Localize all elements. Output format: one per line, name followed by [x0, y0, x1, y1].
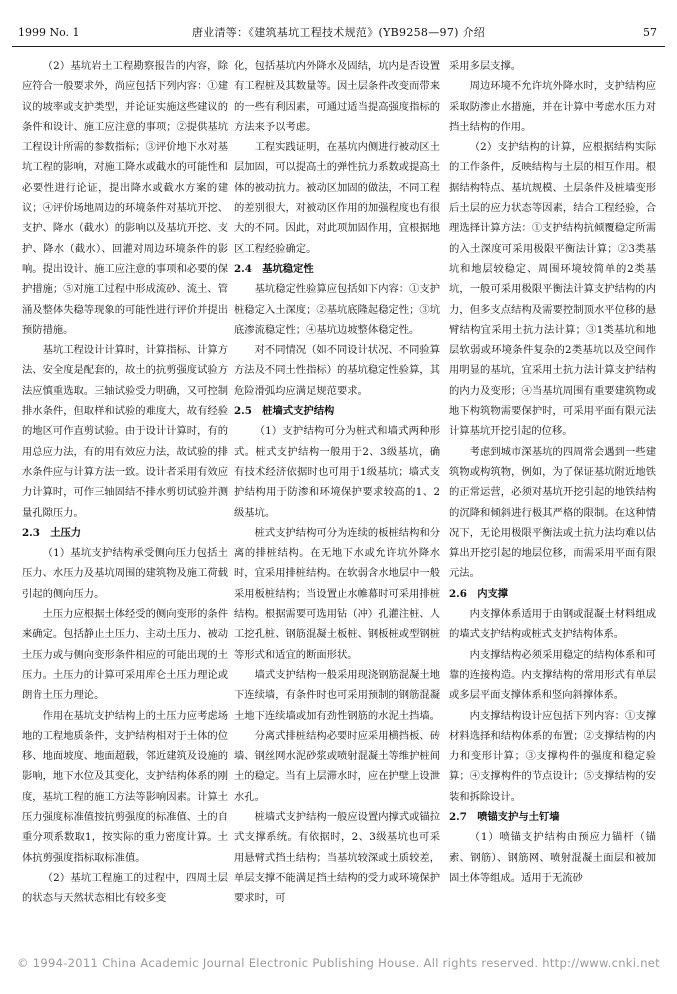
paragraph: 工程实践证明，在基坑内侧进行被动区土层加固，可以提高土的弹性抗力系数或提高土体的被动抗力。被动区加固的做法，不同工程的差别很大，对被动区作用的加强程度也有很大的不同。因此，对此项加固作用，宜根据地区工程经验确定。 [234, 141, 440, 255]
paragraph: 土压力应根据土体经受的侧向变形的条件来确定。包括静止土压力、主动土压力、被动土压力或与侧向变形条件相应的可能出现的土压力。土压力的计算可采用库仑土压力理论或朗肯土压力理论。 [22, 608, 228, 702]
paragraph: 周边环境不允许坑外降水时，支护结构应采取防渗止水措施，并在计算中考虑水压力对挡土结构的作用。 [449, 80, 656, 133]
paragraph: （2）基坑岩土工程勘察报告的内容，除应符合一般要求外，尚应包括下列内容：①建议的坡率或支护类型，并论证实施这些建议的条件和设计、施工应注意的事项；②提供基坑工程设计所需的参数指标；③评价地下水对基坑工程的影响，对施工降水或截水的可能性和必要性进行论证，提出降水或截水方案的建议；④评价场地周边的环境条件对基坑开挖、支护、降水（截水）的影响以及基坑开挖、支护、降水（截水）、回灌对周边环境条件的影响。提出设计、施工应注意的事项和必要的保护措施；⑤对施工过程中形成流砂、流土、管涌及整体失稳等现象的可能性进行评价并提出预防措施。 [22, 60, 228, 336]
paragraph: （1）喷锚支护结构由预应力锚杆（锚索、钢筋）、钢筋网、喷射混凝土面层和被加固土体等组成。适用于无流砂 [449, 831, 656, 884]
column-middle [234, 56, 440, 908]
paragraph: （1）基坑支护结构承受侧向压力包括土压力、水压力及基坑周围的建筑物及施工荷载引起的侧向压力。 [22, 547, 228, 600]
section-heading: 2.3 土压力 [22, 526, 82, 539]
paragraph: （2）支护结构的计算，应根据结构实际的工作条件，反映结构与土层的相互作用。根据结构特点、基坑规模、土层条件及桩墙变形后土层的应力状态等因素，结合工程经验，合理选择计算方法：①支护结构抗倾覆稳定所需的入土深度可采用极限平衡法计算；②3类基坑和地层较稳定、周围环境较简单的2类基坑，一般可采用极限平衡法计算支护结构的内力，但多支点结构及需要控制顶水平位移的悬臂结构宜采用土抗力法计算；③1类基坑和地层软弱或环境条件复杂的2类基坑以及空间作用明显的基坑，宜采用土抗力法计算支护结构的内力及变形；④当基坑周围有重要建筑物或地下构筑物需要保护时，可采用平面有限元法计算基坑开挖引起的位移。 [449, 141, 656, 438]
paragraph: 墙式支护结构一般采用现浇钢筋混凝土地下连续墙，有条件时也可采用预制的钢筋混凝土地下连续墙或加有劲性钢筋的水泥土挡墙。 [234, 668, 440, 722]
paragraph: 化，包括基坑内外降水及固结，坑内是否设置有工程桩及其数量等。因土层条件改变而带来的一些有利因素，可通过适当提高强度指标的方法来予以考虑。 [234, 60, 440, 133]
paragraph: 对不同情况（如不同设计状况、不同验算方法及不同土性指标）的基坑稳定性验算，其危险滑弧均应满足规范要求。 [234, 344, 440, 397]
paragraph: 桩墙式支护结构一般应设置内撑式或锚拉式支撑系统。有依据时，2、3级基坑也可采用悬臂式挡土结构；当基坑较深或土质较差，单层支撑不能满足挡土结构的受力或环境保护要求时，可 [234, 810, 440, 905]
paragraph: 分离式排桩结构必要时应采用横挡板、砖墙、钢丝网水泥砂浆或喷射混凝土等维护桩间土的稳定。当有上层滞水时，应在护壁上设泄水孔。 [234, 729, 440, 803]
copyright-footer: © 1994-2011 China Academic Journal Electronic Publishing House. All rights reserved. http://www.cnki.net [17, 956, 660, 970]
journal-issue: 1999 No. 1 [18, 26, 80, 39]
page-number: 57 [643, 26, 657, 39]
section-heading: 2.5 桩墙式支护结构 [234, 405, 335, 418]
paragraph: （2）基坑工程施工的过程中，四周土层的状态与天然状态相比有较多变 [22, 871, 228, 905]
section-heading: 2.7 喷锚支护与土钉墙 [449, 810, 560, 823]
paragraph: 考虑到城市深基坑的四周常会遇到一些建筑物或构筑物，例如，为了保证基坑附近地铁的正常运营，必须对基坑开挖引起的地铁结构的沉降和倾斜进行极其严格的限制。在这种情况下，无论用极限平衡法或土抗力法均难以估算出开挖引起的地层位移，而需采用平面有限元法。 [449, 445, 656, 580]
paragraph: 内支撑结构设计应包括下列内容：①支撑材料选择和结构体系的布置；②支撑结构的内力和变形计算；③支撑构件的强度和稳定验算；④支撑构件的节点设计；⑤支撑结构的安装和拆除设计。 [449, 709, 656, 803]
paragraph: （1）支护结构可分为桩式和墙式两种形式。桩式支护结构一般用于2、3级基坑，确有技术经济依据时也可用于1级基坑；墙式支护结构用于防渗和环境保护要求较高的1、2级基坑。 [234, 425, 440, 519]
paragraph: 基坑稳定性验算应包括如下内容：①支护桩稳定入土深度；②基坑底隆起稳定性；③坑底渗流稳定性；④基坑边坡整体稳定性。 [234, 283, 440, 336]
paragraph: 采用多层支撑。 [449, 60, 522, 72]
paragraph: 桩式支护结构可分为连续的板桩结构和分离的排桩结构。在无地下水或允许坑外降水时，宜采用排桩结构。在软弱含水地层中一般采用板桩结构；当设置止水帷幕时可采用排桩结构。根据需要可选用钻（冲）孔灌注桩、人工挖孔桩、钢筋混凝土板桩、钢板桩或型钢桩等形式和适宜的断面形状。 [234, 526, 440, 661]
section-heading: 2.4 基坑稳定性 [234, 262, 314, 275]
column-left [22, 56, 228, 908]
paragraph: 基坑工程设计计算时，计算指标、计算方法、安全度是配套的，故土的抗剪强度试验方法应慎重选取。三轴试验受力明确，又可控制排水条件，但取样和试验的难度大，故有经验的地区可作直剪试验。由于设计计算时，有的用总应力法，有的用有效应力法，故试验的排水条件应与计算方法一致。设计者采用有效应力计算时，可作三轴固结不排水剪切试验并测量孔隙压力。 [22, 344, 228, 519]
section-heading: 2.6 内支撑 [449, 587, 509, 600]
column-right [449, 56, 656, 888]
paragraph: 作用在基坑支护结构上的土压力应考虑场地的工程地质条件，支护结构相对于土体的位移、地面坡度、地面超载，邻近建筑及设施的影响，地下水位及其变化，支护结构体系的刚度，基坑工程的施工方法等影响因素。计算土压力强度标准值按抗剪强度的标准值、土的自重分项系数取1，按实际的重力密度计算。土体抗剪强度指标取标准值。 [22, 709, 228, 864]
running-header [12, 24, 665, 47]
article-title: 唐业清等：《建筑基坑工程技术规范》(YB9258—97) 介绍 [191, 26, 486, 39]
paragraph: 内支撑结构必须采用稳定的结构体系和可靠的连接构造。内支撑结构的常用形式有单层或多层平面支撑体系和竖向斜撑体系。 [449, 648, 656, 702]
paragraph: 内支撑体系适用于由钢或混凝土材料组成的墙式支护结构或桩式支护结构体系。 [449, 608, 656, 641]
